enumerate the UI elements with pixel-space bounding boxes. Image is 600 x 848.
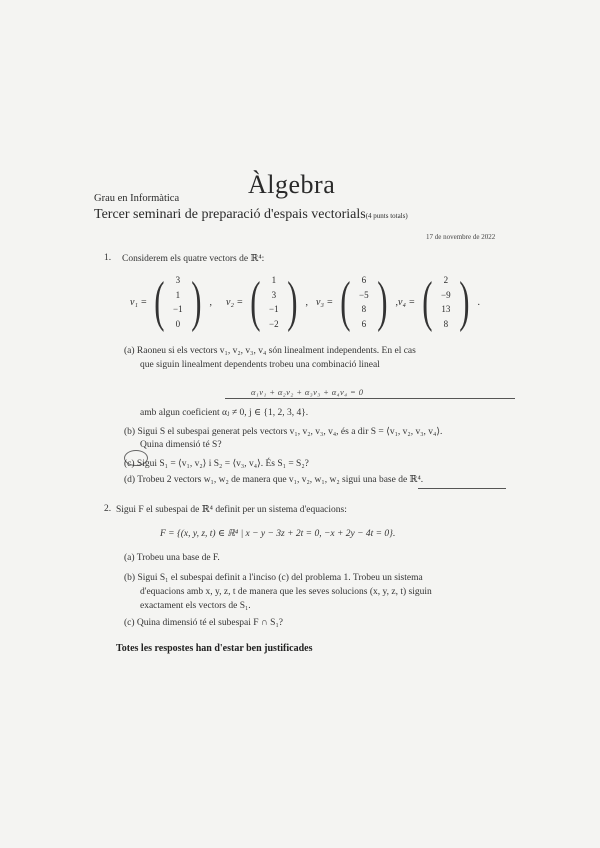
problem2-b-line3: exactament els vectors de S₁. <box>140 601 251 611</box>
left-paren: ( <box>340 271 351 333</box>
right-paren: ) <box>459 271 470 333</box>
problem1-d-line1: (d) Trobeu 2 vectors w₁, w₂ de manera que v₁, v₂, w₁, w₂ sigui una base de ℝ⁴. <box>124 475 424 485</box>
problem1-intro: Considerem els quatre vectors de ℝ⁴: <box>122 254 265 264</box>
problem1-a-line1: (a) Raoneu si els vectors v₁, v₂, v₃, v₄ són linealment independents. En el cas <box>124 346 416 356</box>
vector-v2 <box>226 271 312 333</box>
vector-entry: 8 <box>443 318 449 329</box>
problem2-intro: Sigui F el subespai de ℝ⁴ definit per un sistema d'equacions: <box>116 505 347 515</box>
problem1-a-line3: amb algun coeficient αⱼ ≠ 0, j ∈ {1, 2, 3, 4}. <box>140 408 309 418</box>
vector-entry: 0 <box>175 318 181 329</box>
vector-entry: 13 <box>441 304 451 314</box>
problem2-b-line1: (b) Sigui S₁ el subespai definit a l'inciso (c) del problema 1. Trobeu un sistema <box>124 573 423 583</box>
vector-v4-label: v₄ = <box>398 296 416 308</box>
comma: , <box>395 296 398 308</box>
vector-entry: 3 <box>271 289 277 300</box>
vector-entry: −1 <box>269 304 279 314</box>
vector-v4-entries <box>437 273 455 331</box>
vector-v3 <box>316 271 402 333</box>
vector-entry: −1 <box>173 304 183 314</box>
vector-entry: 6 <box>361 275 367 285</box>
vector-entry: 8 <box>361 304 367 314</box>
period: . <box>477 296 480 308</box>
page-subtitle <box>94 207 408 223</box>
vector-entry: 2 <box>443 275 449 285</box>
left-paren: ( <box>250 271 261 333</box>
page-title: Àlgebra <box>248 170 336 199</box>
problem1-number: 1. <box>104 253 112 263</box>
vector-v1-label: v₁ = <box>130 296 148 308</box>
vector-v1-entries <box>169 273 187 331</box>
vector-entry: −2 <box>269 318 279 329</box>
vector-entry: 3 <box>175 275 181 285</box>
vector-entry: −5 <box>359 289 369 300</box>
vector-v3-label: v₃ = <box>316 296 334 308</box>
footer-note: Totes les respostes han d'estar ben justificades <box>116 643 313 654</box>
vector-v1 <box>130 271 216 333</box>
date-label: 17 de novembre de 2022 <box>426 233 496 241</box>
vector-entry: −9 <box>441 289 451 300</box>
right-paren: ) <box>377 271 388 333</box>
left-paren: ( <box>154 271 165 333</box>
problem2-equation: F = {(x, y, z, t) ∈ ℝ⁴ | x − y − 3z + 2t = 0, −x + 2y − 4t = 0}. <box>160 529 396 539</box>
left-paren: ( <box>422 271 433 333</box>
vector-entry: 1 <box>271 275 277 285</box>
vector-v4 <box>398 271 484 333</box>
problem1-c-line1: (c) Sigui S₁ = ⟨v₁, v₂⟩ i S₂ = ⟨v₃, v₄⟩. És S₁ = S₂? <box>124 459 309 469</box>
vector-entry: 1 <box>175 289 181 300</box>
subtitle-tag: (4 punts totals) <box>365 212 408 220</box>
right-paren: ) <box>287 271 298 333</box>
vector-v2-entries <box>265 273 283 331</box>
equation-text: α₁v₁ + α₂v₂ + α₃v₃ + α₄v₄ = 0 <box>251 387 364 397</box>
problem2-b-line2: d'equacions amb x, y, z, t de manera que les seves solucions (x, y, z, t) siguin <box>140 587 432 597</box>
problem2-c-line1: (c) Quina dimensió té el subespai F ∩ S₁? <box>124 618 283 628</box>
right-paren: ) <box>191 271 202 333</box>
vector-v2-label: v₂ = <box>226 296 244 308</box>
problem1-a-line2: que siguin linealment dependents trobeu una combinació lineal <box>140 360 380 370</box>
comma: , <box>209 296 212 308</box>
comma: , <box>305 296 308 308</box>
subtitle-text: Tercer seminari de preparació d'espais vectorials <box>94 207 366 222</box>
degree-label: Grau en Informàtica <box>94 193 180 204</box>
vector-entry: 6 <box>361 318 367 329</box>
problem1-a-equation <box>225 387 515 399</box>
problem2-a-line1: (a) Trobeu una base de F. <box>124 553 220 563</box>
problem2-number: 2. <box>104 504 112 514</box>
problem1-b-line2: Quina dimensió té S? <box>140 440 222 450</box>
vector-v3-entries <box>355 273 373 331</box>
problem1-b-line1: (b) Sigui S el subespai generat pels vectors v₁, v₂, v₃, v₄, és a dir S = ⟨v₁, v₂, v₃, v₄⟩. <box>124 427 443 437</box>
handwritten-underline <box>418 488 506 489</box>
